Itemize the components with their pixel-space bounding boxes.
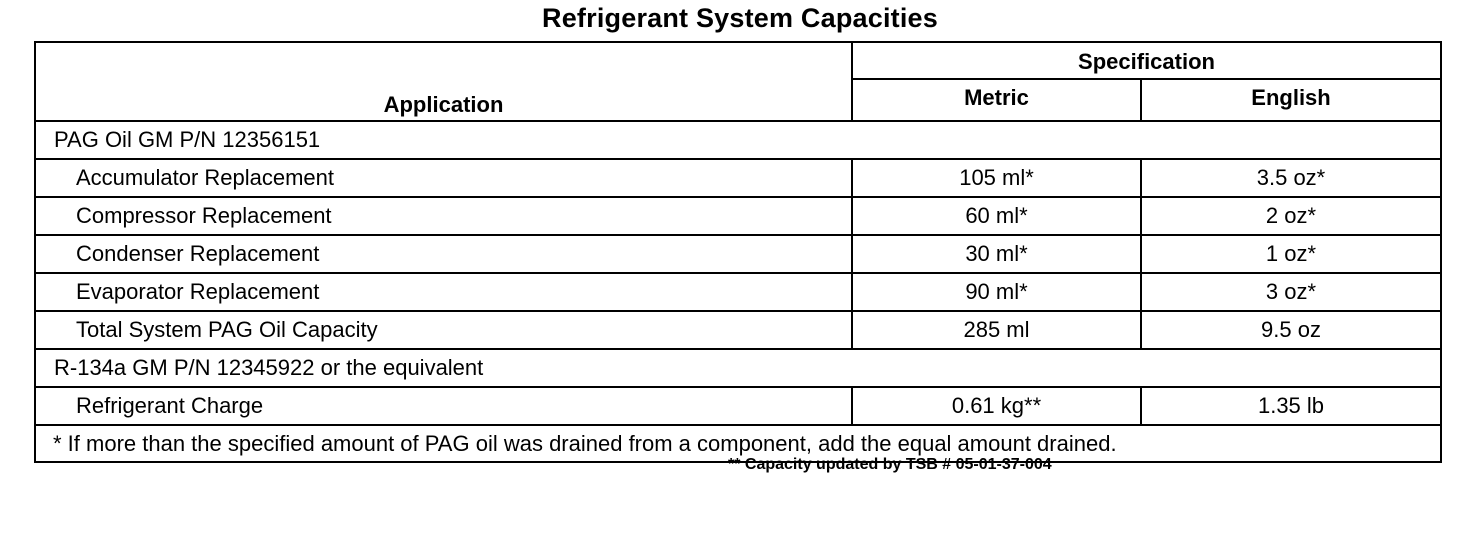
- table-header-row: [35, 42, 1441, 79]
- page-title: Refrigerant System Capacities: [542, 3, 938, 33]
- table-row: [35, 121, 1441, 159]
- english-header: English: [1141, 79, 1441, 121]
- row-label: Evaporator Replacement: [35, 273, 852, 311]
- specification-header: Specification: [852, 42, 1441, 79]
- metric-header: Metric: [852, 79, 1141, 121]
- english-value: 2 oz*: [1141, 197, 1441, 235]
- english-value: 1.35 lb: [1141, 387, 1441, 425]
- table-row: [35, 159, 1441, 197]
- metric-value: 0.61 kg**: [852, 387, 1141, 425]
- metric-value: 30 ml*: [852, 235, 1141, 273]
- table-row: [35, 273, 1441, 311]
- metric-value: 60 ml*: [852, 197, 1141, 235]
- english-value: 1 oz*: [1141, 235, 1441, 273]
- table-row: [35, 197, 1441, 235]
- table-row: [35, 311, 1441, 349]
- table-row: [35, 387, 1441, 425]
- english-value: 3 oz*: [1141, 273, 1441, 311]
- row-label: Accumulator Replacement: [35, 159, 852, 197]
- metric-value: 105 ml*: [852, 159, 1141, 197]
- table-row: [35, 349, 1441, 387]
- group-label: PAG Oil GM P/N 12356151: [35, 121, 1441, 159]
- table-row: [35, 235, 1441, 273]
- footnote: ** Capacity updated by TSB # 05-01-37-004: [728, 456, 1052, 473]
- capacities-table: [34, 41, 1442, 463]
- row-label: Compressor Replacement: [35, 197, 852, 235]
- row-label: Condenser Replacement: [35, 235, 852, 273]
- english-value: 3.5 oz*: [1141, 159, 1441, 197]
- metric-value: 285 ml: [852, 311, 1141, 349]
- row-label: Total System PAG Oil Capacity: [35, 311, 852, 349]
- english-value: 9.5 oz: [1141, 311, 1441, 349]
- metric-value: 90 ml*: [852, 273, 1141, 311]
- application-header: Application: [35, 42, 852, 121]
- table-note: * If more than the specified amount of PAG oil was drained from a component, add the equal amount drained.: [35, 425, 1441, 462]
- group-label: R-134a GM P/N 12345922 or the equivalent: [35, 349, 1441, 387]
- row-label: Refrigerant Charge: [35, 387, 852, 425]
